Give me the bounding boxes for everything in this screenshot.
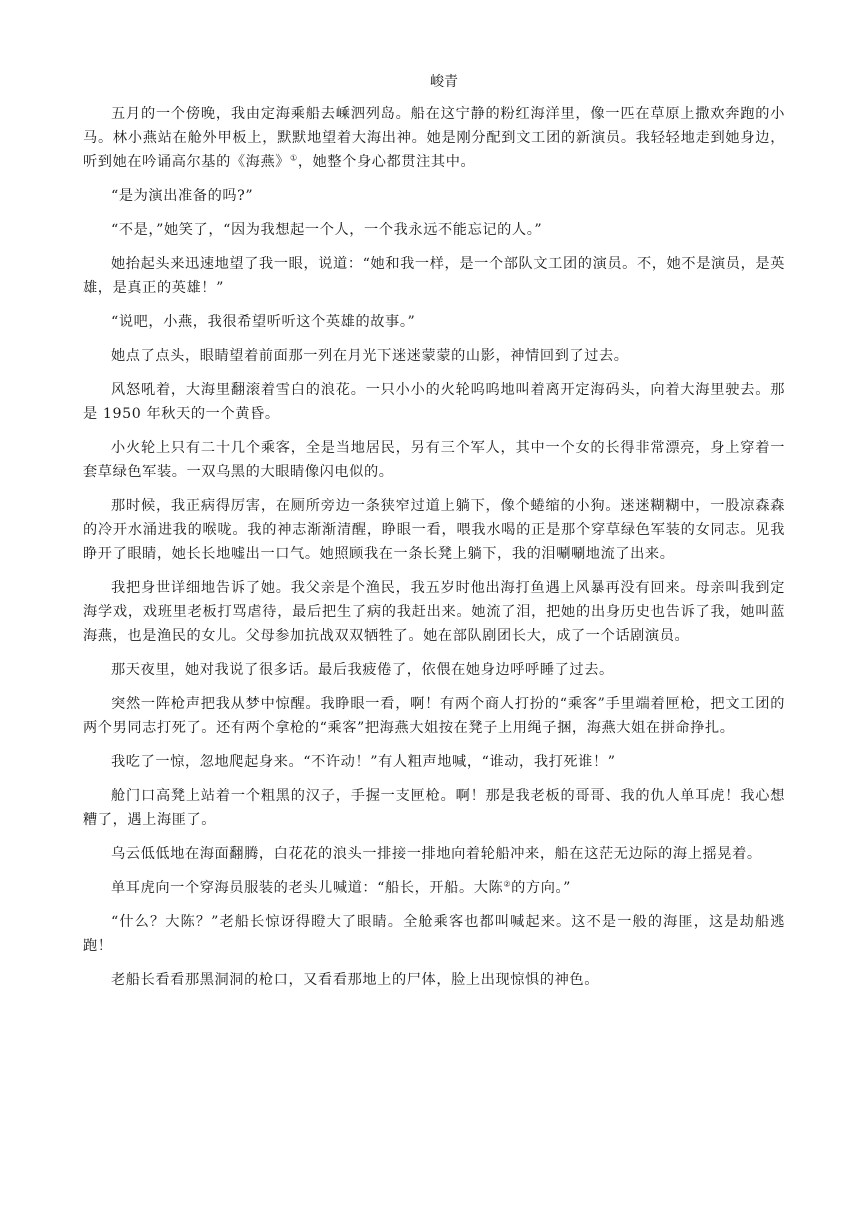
paragraph-text: 五月的一个傍晚，我由定海乘船去嵊泗列岛。船在这宁静的粉红海洋里，像一匹在草原上撒欢奔跑的小马。林小燕站在舱外甲板上，默默地望着大海出神。她是刚分配到文工团的新演员。我轻轻地走到她身边，听到她在吟诵高尔基的《海燕》 bbox=[83, 106, 785, 170]
paragraph-text: 风怒吼着，大海里翻滚着雪白的浪花。一只小小的火轮呜呜地叫着离开定海码头，向着大海里驶去。那是 1950 年秋天的一个黄昏。 bbox=[83, 382, 785, 422]
paragraph-text: “不是，”她笑了，“因为我想起一个人，一个我永远不能忘记的人。” bbox=[111, 222, 543, 238]
paragraph bbox=[83, 310, 785, 334]
paragraph bbox=[83, 784, 785, 832]
paragraph-text: 我把身世详细地告诉了她。我父亲是个渔民，我五岁时他出海打鱼遇上风暴再没有回来。母亲叫我到定海学戏，戏班里老板打骂虐待，最后把生了病的我赶出来。她流了泪，把她的出身历史也告诉了我，她叫蓝海燕，也是渔民的女儿。父母参加抗战双双牺牲了。她在部队剧团长大，成了一个话剧演员。 bbox=[83, 580, 785, 644]
paragraph bbox=[83, 910, 785, 958]
footnote-marker: ① bbox=[290, 153, 298, 163]
paragraph bbox=[83, 344, 785, 368]
paragraph-text: 她点了点头，眼睛望着前面那一列在月光下迷迷蒙蒙的山影，神情回到了过去。 bbox=[111, 348, 629, 364]
paragraph-text: 单耳虎向一个穿海员服装的老头儿喊道：“船长，开船。大陈 bbox=[111, 880, 504, 896]
paragraph-text: 舱门口高凳上站着一个粗黑的汉子，手握一支匣枪。啊！那是我老板的哥哥、我的仇人单耳虎！我心想糟了，遇上海匪了。 bbox=[83, 788, 785, 828]
article-body bbox=[83, 102, 785, 992]
paragraph bbox=[83, 102, 785, 174]
paragraph-text: 那天夜里，她对我说了很多话。最后我疲倦了，依偎在她身边呼呼睡了过去。 bbox=[111, 662, 614, 678]
footnote-marker: ② bbox=[503, 879, 512, 889]
paragraph-text: 我吃了一惊，忽地爬起身来。“不许动！”有人粗声地喊，“谁动，我打死谁！” bbox=[111, 754, 616, 770]
paragraph-text: 她抬起头来迅速地望了我一眼，说道：“她和我一样，是一个部队文工团的演员。不，她不是演员，是英雄，是真正的英雄！” bbox=[83, 256, 785, 296]
paragraph bbox=[83, 750, 785, 774]
paragraph bbox=[83, 692, 785, 740]
paragraph-text: 那时候，我正病得厉害，在厕所旁边一条狭窄过道上躺下，像个蜷缩的小狗。迷迷糊糊中，一股凉森森的冷开水涌进我的喉咙。我的神志渐渐清醒，睁眼一看，喂我水喝的正是那个穿草绿色军装的女同志。见我睁开了眼睛，她长长地嘘出一口气。她照顾我在一条长凳上躺下，我的泪唰唰地流了出来。 bbox=[83, 498, 785, 562]
paragraph-text: 乌云低低地在海面翻腾，白花花的浪头一排接一排地向着轮船冲来，船在这茫无边际的海上摇晃着。 bbox=[111, 846, 762, 862]
paragraph bbox=[83, 842, 785, 866]
paragraph-text: 老船长看看那黑洞洞的枪口，又看看那地上的尸体，脸上出现惊惧的神色。 bbox=[111, 972, 599, 988]
paragraph bbox=[83, 184, 785, 208]
paragraph-text: ，她整个身心都贯注其中。 bbox=[297, 154, 476, 170]
paragraph-text: 的方向。” bbox=[511, 880, 572, 896]
paragraph bbox=[83, 658, 785, 682]
paragraph-text: “是为演出准备的吗?” bbox=[111, 188, 254, 204]
paragraph bbox=[83, 876, 785, 900]
paragraph bbox=[83, 968, 785, 992]
paragraph bbox=[83, 494, 785, 566]
author-name: 峻青 bbox=[430, 74, 458, 90]
paragraph bbox=[83, 252, 785, 300]
paragraph bbox=[83, 218, 785, 242]
paragraph-text: 突然一阵枪声把我从梦中惊醒。我睁眼一看，啊！有两个商人打扮的“乘客”手里端着匣枪，把文工团的两个男同志打死了。还有两个拿枪的“乘客”把海燕大姐按在凳子上用绳子捆，海燕大姐在拼命挣扎。 bbox=[83, 696, 785, 736]
paragraph bbox=[83, 436, 785, 484]
paragraph bbox=[83, 378, 785, 426]
paragraph-text: 小火轮上只有二十几个乘客，全是当地居民，另有三个军人，其中一个女的长得非常漂亮，身上穿着一套草绿色军装。一双乌黑的大眼睛像闪电似的。 bbox=[83, 440, 785, 480]
paragraph bbox=[83, 576, 785, 648]
paragraph-text: “什么？大陈？”老船长惊讶得瞪大了眼睛。全舱乘客也都叫喊起来。这不是一般的海匪，这是劫船逃跑！ bbox=[83, 914, 785, 954]
paragraph-text: “说吧，小燕，我很希望听听这个英雄的故事。” bbox=[111, 314, 416, 330]
